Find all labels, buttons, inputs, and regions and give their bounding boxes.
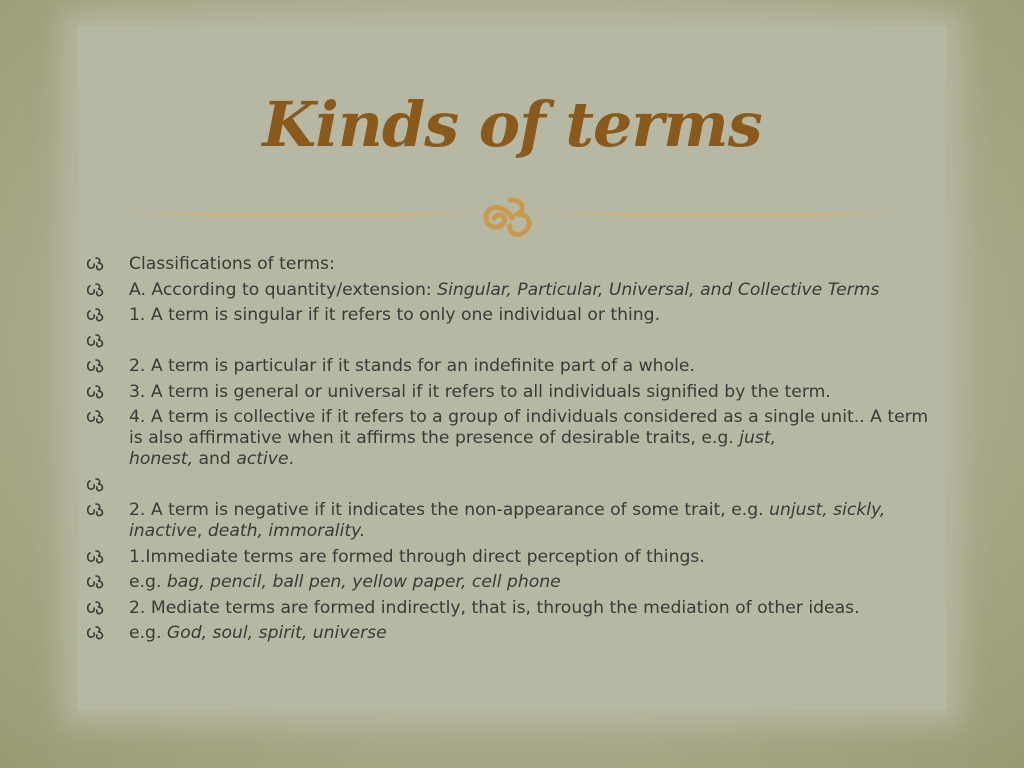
item-text: 1. A term is singular if it refers to only one individual or thing. [129, 305, 661, 325]
curl-bullet-icon [86, 307, 110, 323]
list-item [86, 623, 936, 644]
curl-bullet-icon [86, 333, 110, 349]
bullet-list [86, 254, 936, 649]
list-item [86, 500, 936, 542]
list-item [86, 382, 936, 403]
list-item [86, 280, 936, 301]
item-text-3: and [193, 449, 237, 469]
curl-bullet-icon [86, 256, 110, 272]
item-text: 4. A term is collective if it refers to a group of individuals considered as a single unit.. A term is also affirmative when it affirms the presence of desirable traits, e.g. [129, 407, 929, 448]
slide-title: Kinds of terms [262, 88, 762, 161]
list-item [86, 356, 936, 377]
item-italic-text: just, [739, 428, 777, 448]
item-text: e.g. [129, 623, 167, 643]
list-item-empty [86, 475, 936, 496]
item-text: 2. A term is negative if it indicates the non-appearance of some trait, e.g. [129, 500, 770, 520]
curl-bullet-icon [86, 409, 110, 425]
curl-bullet-icon [86, 502, 110, 518]
item-text: e.g. [129, 572, 167, 592]
list-item-empty [86, 331, 936, 352]
curl-bullet-icon [86, 574, 110, 590]
item-text-4: . [288, 449, 295, 469]
list-item [86, 305, 936, 326]
title-divider-left [130, 214, 478, 216]
curl-bullet-icon [86, 625, 110, 641]
curl-bullet-icon [86, 282, 110, 298]
title-divider-right [546, 214, 890, 216]
item-text: 1.Immediate terms are formed through direct perception of things. [129, 546, 705, 567]
item-italic-text: God, soul, spirit, universe [166, 623, 387, 643]
item-text: A. According to quantity/extension: [129, 279, 438, 300]
curl-bullet-icon [86, 384, 110, 400]
item-text: 2. A term is particular if it stands for an indefinite part of a whole. [129, 356, 695, 376]
item-text: 3. A term is general or universal if it refers to all individuals signified by the term. [129, 381, 831, 402]
item-italic-text-2: death, immorality. [207, 521, 366, 541]
list-item [86, 254, 936, 275]
item-text: Classifications of terms: [129, 254, 335, 274]
curl-bullet-icon [86, 477, 110, 493]
item-text: 2. Mediate terms are formed indirectly, that is, through the mediation of other ideas. [129, 597, 860, 618]
curl-bullet-icon [86, 358, 110, 374]
curl-bullet-icon [86, 600, 110, 616]
curl-ornament-icon [478, 192, 546, 238]
item-text-2: , [196, 521, 208, 541]
item-italic-text: unjust, sickly, inactive [129, 500, 886, 541]
list-item [86, 547, 936, 568]
list-item [86, 572, 936, 593]
item-italic-text-2: honest, [129, 449, 194, 469]
list-item [86, 598, 936, 619]
item-italic-text: Singular, Particular, Universal, and Collective Terms [437, 279, 880, 300]
item-italic-text-3: active [236, 449, 289, 469]
list-item [86, 407, 936, 470]
curl-bullet-icon [86, 549, 110, 565]
item-italic-text: bag, pencil, ball pen, yellow paper, cell phone [166, 572, 561, 592]
